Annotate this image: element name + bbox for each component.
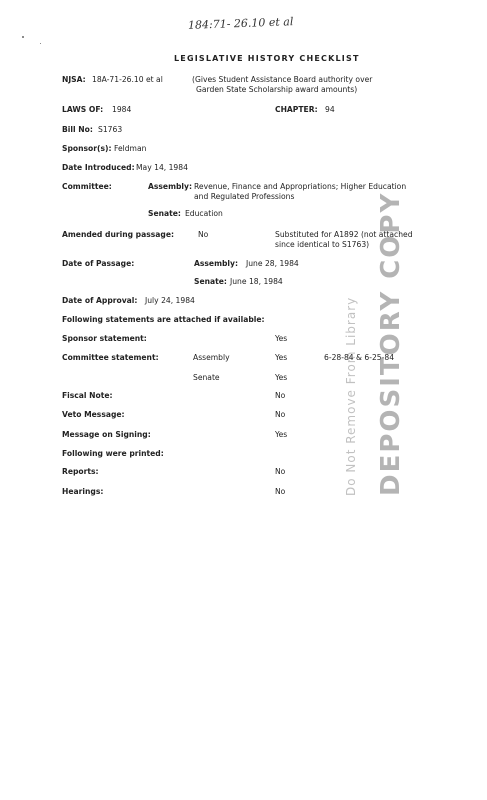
- fiscal-note-value: No: [275, 391, 286, 400]
- stamp-line-2: Do Not Remove From Library: [344, 296, 358, 496]
- handwritten-note: 184:71- 26.10 et al: [187, 15, 294, 32]
- sponsor-statement-value: Yes: [275, 334, 288, 343]
- passage-assembly-value: June 28, 1984: [246, 259, 299, 268]
- passage-senate-value: June 18, 1984: [230, 277, 283, 286]
- committee-assembly-value-1: Revenue, Finance and Appropriations; Higher Education: [194, 182, 407, 191]
- committee-label: Committee:: [62, 182, 112, 191]
- passage-label: Date of Passage:: [62, 259, 135, 268]
- approval-value: July 24, 1984: [145, 296, 195, 305]
- date-introduced-value: May 14, 1984: [136, 163, 188, 172]
- chapter-value: 94: [325, 105, 335, 114]
- message-on-signing-value: Yes: [275, 430, 288, 439]
- amended-label: Amended during passage:: [62, 230, 175, 239]
- laws-of-value: 1984: [112, 105, 132, 114]
- message-on-signing-label: Message on Signing:: [62, 430, 151, 439]
- sponsors-value: Feldman: [114, 144, 147, 153]
- committee-statement-label: Committee statement:: [62, 353, 159, 362]
- committee-statement-senate-value: Yes: [275, 373, 288, 382]
- njsa-description-1: (Gives Student Assistance Board authority over: [192, 75, 373, 84]
- committee-senate-value: Education: [185, 209, 223, 218]
- scan-speck: [40, 43, 41, 44]
- chapter-label: CHAPTER:: [275, 105, 318, 114]
- scan-speck: [22, 36, 24, 38]
- committee-senate-label: Senate:: [148, 209, 181, 218]
- veto-message-value: No: [275, 410, 286, 419]
- date-introduced-label: Date Introduced:: [62, 163, 135, 172]
- sponsor-statement-label: Sponsor statement:: [62, 334, 147, 343]
- sponsors-label: Sponsor(s):: [62, 144, 112, 153]
- hearings-value: No: [275, 487, 286, 496]
- passage-assembly-label: Assembly:: [194, 259, 239, 268]
- njsa-label: NJSA:: [62, 75, 86, 84]
- page-title: LEGISLATIVE HISTORY CHECKLIST: [174, 54, 360, 63]
- attached-heading: Following statements are attached if available:: [62, 315, 265, 324]
- reports-label: Reports:: [62, 467, 99, 476]
- veto-message-label: Veto Message:: [62, 410, 125, 419]
- committee-statement-senate-label: Senate: [193, 373, 220, 382]
- njsa-value: 18A-71-26.10 et al: [92, 75, 163, 84]
- committee-assembly-value-2: and Regulated Professions: [194, 192, 295, 201]
- bill-no-label: Bill No:: [62, 125, 93, 134]
- printed-heading: Following were printed:: [62, 449, 164, 458]
- approval-label: Date of Approval:: [62, 296, 138, 305]
- passage-senate-label: Senate:: [194, 277, 227, 286]
- amended-note-1: Substituted for A1892 (not attached: [275, 230, 413, 239]
- committee-statement-assembly-value: Yes: [275, 353, 288, 362]
- fiscal-note-label: Fiscal Note:: [62, 391, 113, 400]
- reports-value: No: [275, 467, 286, 476]
- committee-assembly-label: Assembly:: [148, 182, 193, 191]
- bill-no-value: S1763: [98, 125, 123, 134]
- njsa-description-2: Garden State Scholarship award amounts): [196, 85, 358, 94]
- hearings-label: Hearings:: [62, 487, 104, 496]
- amended-value: No: [198, 230, 209, 239]
- committee-statement-dates: 6-28-84 & 6-25-84: [324, 353, 395, 362]
- stamp-line-1: DEPOSITORY COPY: [376, 191, 406, 496]
- amended-note-2: since identical to S1763): [275, 240, 370, 249]
- committee-statement-assembly-label: Assembly: [193, 353, 230, 362]
- laws-of-label: LAWS OF:: [62, 105, 104, 114]
